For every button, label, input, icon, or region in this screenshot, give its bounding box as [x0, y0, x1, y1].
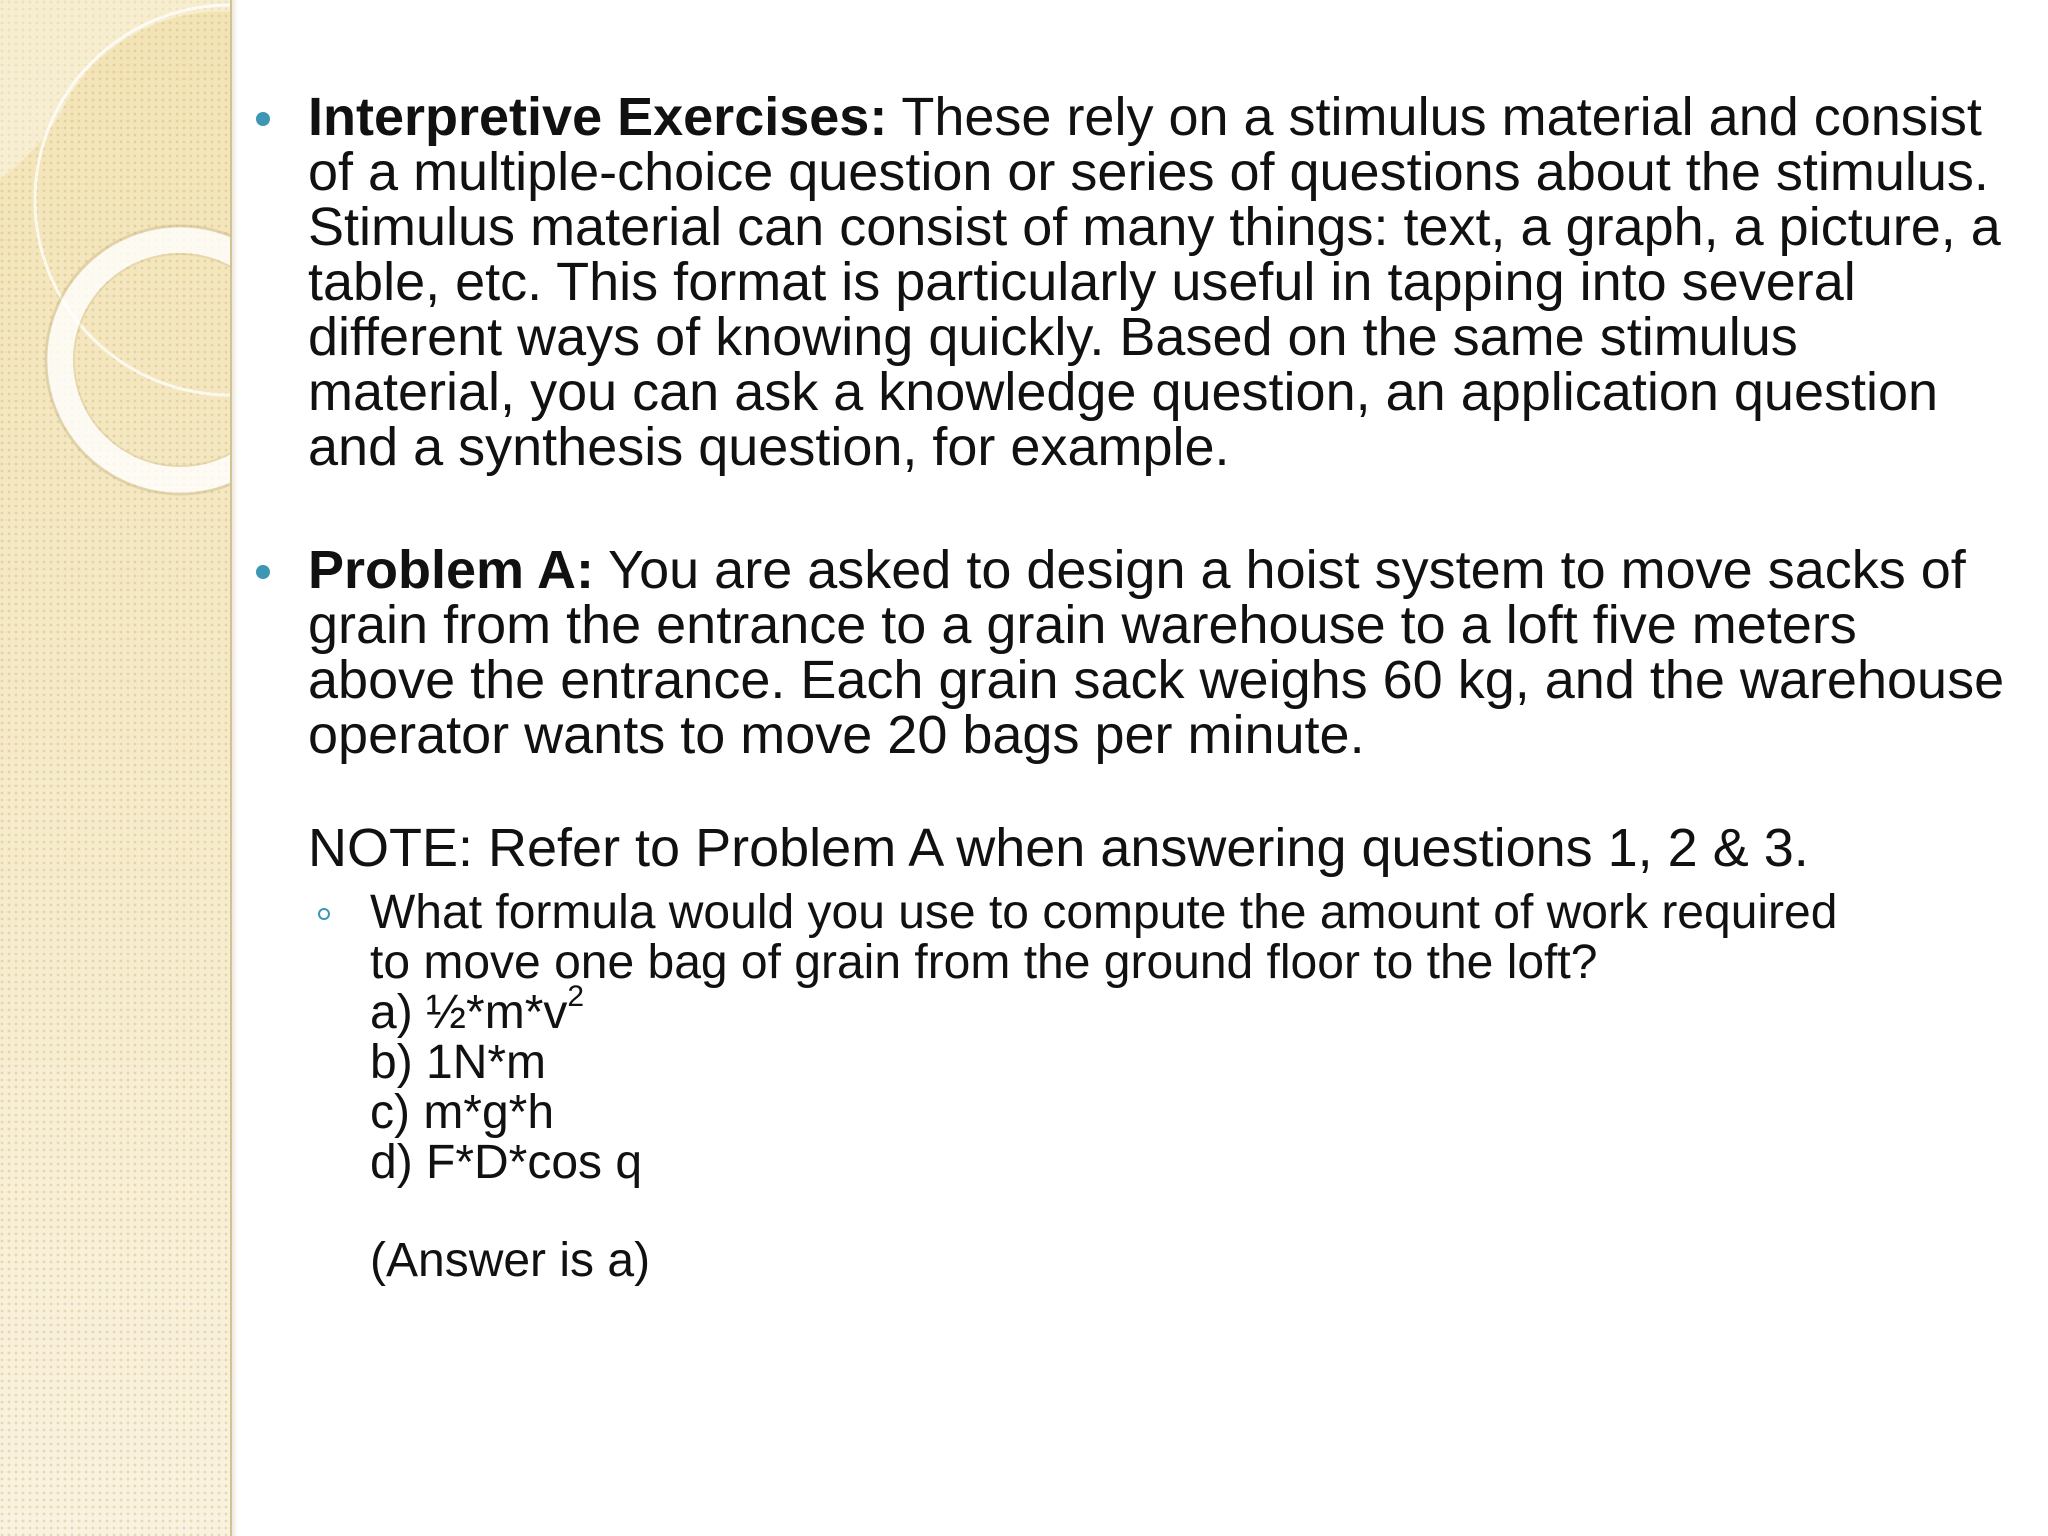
bullet-icon: [256, 565, 270, 579]
option-b: b) 1N*m: [370, 1036, 547, 1089]
bullet-icon: [256, 112, 270, 126]
note-text: NOTE: Refer to Problem A when answering questions 1, 2 & 3.: [308, 818, 1809, 878]
interpretive-exercises-paragraph: [308, 87, 2008, 477]
interpretive-exercises-heading: Interpretive Exercises:: [308, 87, 888, 147]
problem-a-paragraph: [308, 540, 2008, 765]
answer-text: (Answer is a): [370, 1234, 651, 1287]
option-a-text: a) ½*m*v: [370, 986, 568, 1039]
problem-a-heading: Problem A:: [308, 540, 595, 600]
interpretive-exercises-body: These rely on a stimulus material and consist of a multiple-choice question or series of questions about the stimulus. Stimulus material can consist of many things: text, a graph, a picture, a table, etc. This format is particularly useful in tapping into several different ways of knowing quickly. Based on the same stimulus material, you can ask a knowledge question, an application question and a synthesis question, for example.: [308, 87, 2001, 477]
option-d: d) F*D*cos q: [370, 1136, 643, 1189]
question-line-2: to move one bag of grain from the ground floor to the loft?: [370, 936, 1598, 989]
option-a: [370, 980, 585, 1039]
option-c: c) m*g*h: [370, 1086, 555, 1139]
problem-a-body: You are asked to design a hoist system to move sacks of grain from the entrance to a grain warehouse to a loft five meters above the entrance. Each grain sack weighs 60 kg, and the warehouse operator wants to move 20 bags per minute.: [308, 540, 2005, 765]
question-line-1: What formula would you use to compute the amount of work required: [370, 886, 1838, 939]
sub-bullet-icon: [318, 908, 330, 920]
option-a-superscript: 2: [567, 980, 585, 1013]
